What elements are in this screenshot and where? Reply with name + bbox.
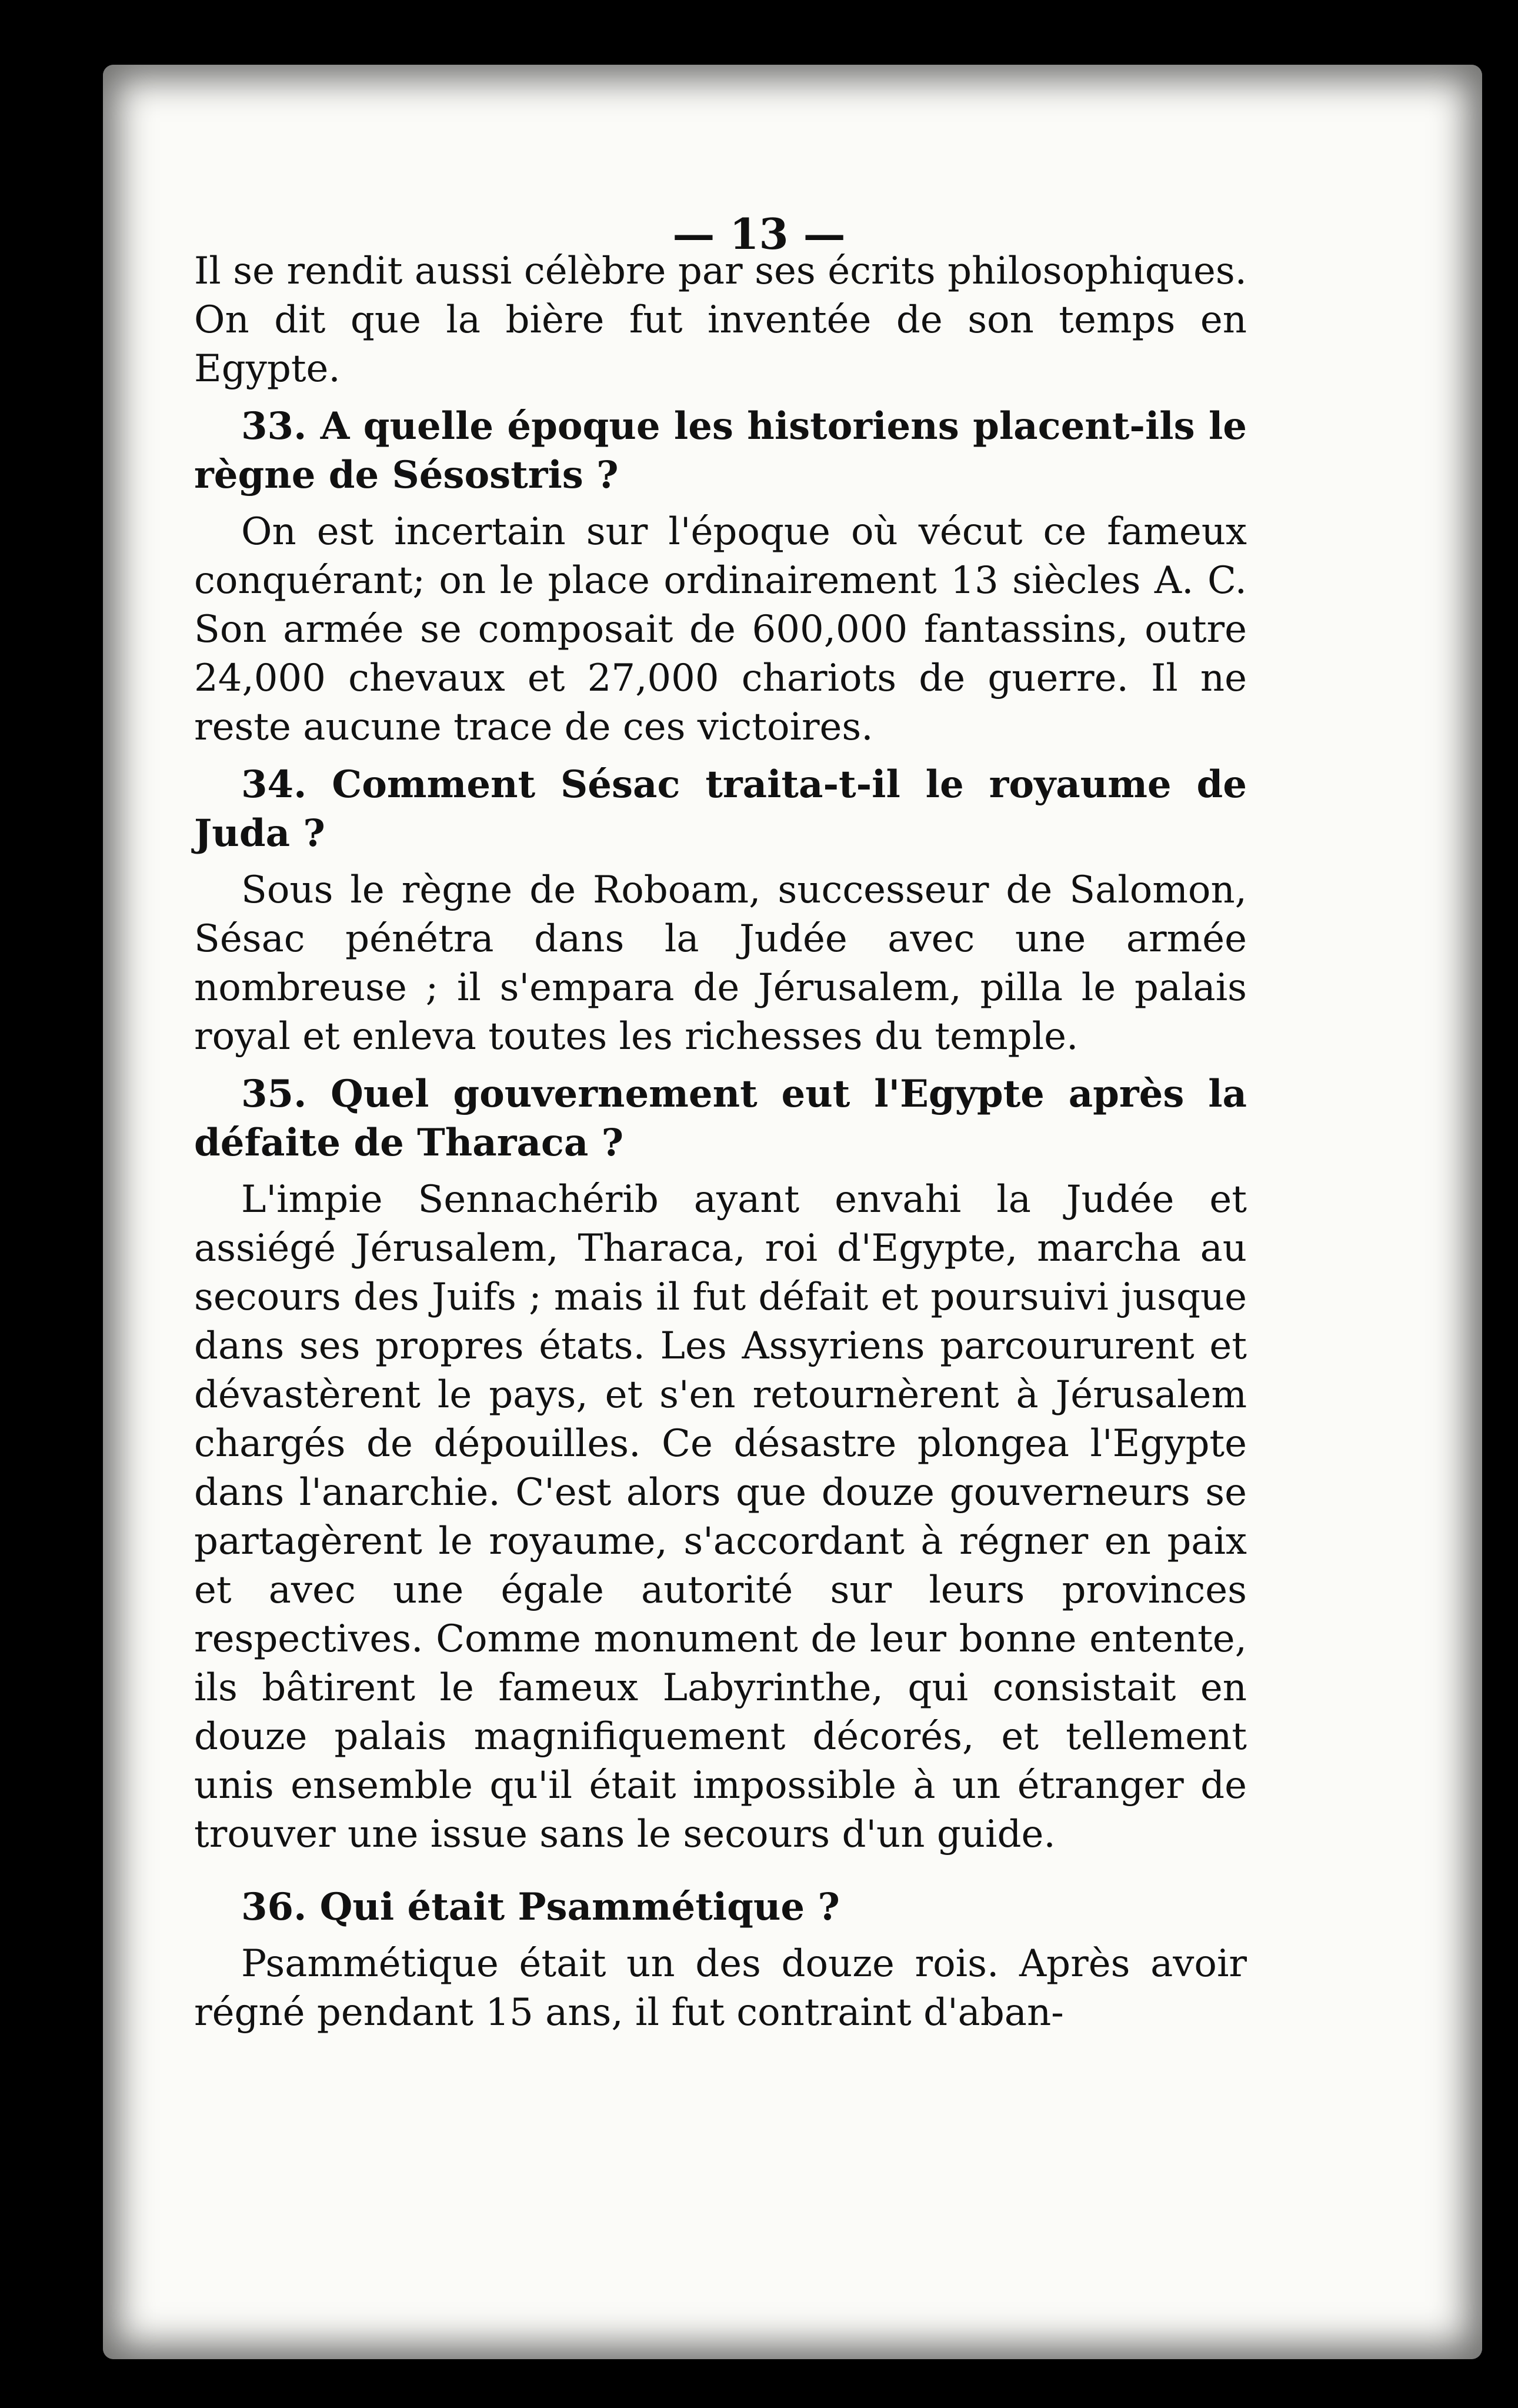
answer-36: Psammétique était un des douze rois. Après avoir régné pendant 15 ans, il fut contraint d'aban- [194,1942,1247,2034]
answer-33: On est incertain sur l'époque où vécut ce fameux conquérant; on le place ordinairement 13 siècles A. C. Son armée se composait de 600,000 fantassins, outre 24,000 chevaux et 27,000 chariots de guerre. Il ne reste aucune trace de ces victoires. [194,510,1247,749]
body-text [194,200,1247,2037]
page-number: — 13 — [672,209,846,259]
question-36: 36. Qui était Psammétique ? [241,1885,840,1929]
question-34: 34. Comment Sésac traita-t-il le royaume de Juda ? [194,762,1247,855]
paragraph-continuation: Il se rendit aussi célèbre par ses écrits philosophiques. On dit que la bière fut inventée de son temps en Egypte. [194,249,1247,391]
answer-35: L'impie Sennachérib ayant envahi la Judée et assiégé Jérusalem, Tharaca, roi d'Egypte, marcha au secours des Juifs ; mais il fut défait et poursuivi jusque dans ses propres états. Les Assyriens parcoururent et dévastèrent le pays, et s'en retournèrent à Jérusalem chargés de dépouilles. Ce désastre plongea l'Egypte dans l'anarchie. C'est alors que douze gouverneurs se partagèrent le royaume, s'accordant à régner en paix et avec une égale autorité sur leurs provinces respectives. Comme monument de leur bonne entente, ils bâtirent le fameux Labyrinthe, qui consistait en douze palais magnifiquement décorés, et tellement unis ensemble qu'il était impossible à un étranger de trouver une issue sans le secours d'un guide. [194,1178,1247,1856]
question-35: 35. Quel gouvernement eut l'Egypte après la défaite de Tharaca ? [194,1072,1247,1165]
answer-34: Sous le règne de Roboam, successeur de Salomon, Sésac pénétra dans la Judée avec une armée nombreuse ; il s'empara de Jérusalem, pilla le palais royal et enleva toutes les richesses du temple. [194,868,1247,1058]
question-33: 33. A quelle époque les historiens placent-ils le règne de Sésostris ? [194,404,1247,497]
